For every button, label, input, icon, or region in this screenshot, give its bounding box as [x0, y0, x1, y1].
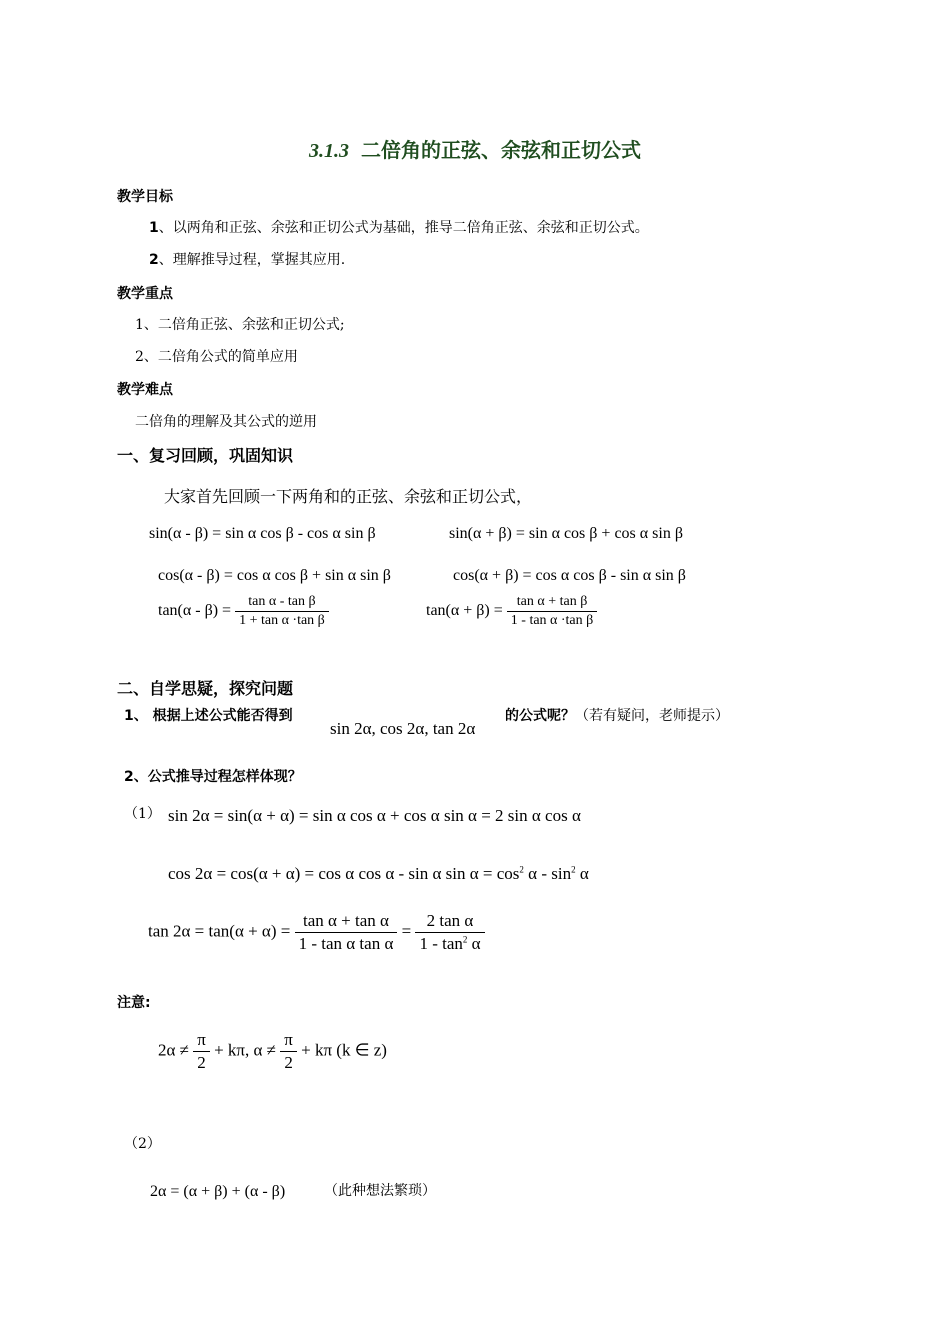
fraction: $\frac{\text{2 tan α}}{1 - \tan^2 \alpha}$: [415, 911, 484, 954]
section-2-heading: 二、自学思疑，探究问题: [117, 679, 294, 698]
formula-sin-minus: sin(α - β) = sin α cos β - cos α sin β: [149, 525, 376, 542]
fraction: $\frac{\pi}{2}$: [193, 1030, 210, 1073]
title-number: 3.1.3: [309, 140, 349, 162]
formula-tan-minus: tan(α - β) = $\frac{\text{tan α - tan β}}{\text{1 + tan α ·tan β}}$: [158, 594, 329, 629]
section-1-heading: 一、复习回顾，巩固知识: [117, 446, 294, 465]
question-1-prefix: 1、 根据上述公式能否得到: [124, 708, 293, 724]
derivation-2-note: （此种想法繁琐）: [324, 1183, 436, 1199]
objectives-heading: 教学目标: [117, 189, 173, 205]
title-text: 二倍角的正弦、余弦和正切公式: [361, 138, 641, 162]
derivation-tan: tan 2α = tan(α + α) = $\frac{\text{tan α + tan α}}{\text{1 - tan α tan α}}$ = $\frac{\text{2 tan α}}{1 - \tan^2 \alpha}$: [148, 911, 485, 954]
formula-cos-minus: cos(α - β) = cos α cos β + sin α sin β: [158, 567, 391, 584]
key-point-item-1: 1、二倍角正弦、余弦和正切公式;: [135, 317, 345, 333]
page-title: [0, 134, 950, 163]
fraction: $\frac{\text{tan α + tan α}}{\text{1 - tan α tan α}}$: [295, 911, 398, 954]
question-1-suffix: 的公式呢？（若有疑问，老师提示）: [505, 708, 729, 724]
question-1-expression: sin 2α, cos 2α, tan 2α: [330, 719, 476, 738]
part-1-label: （1）: [124, 806, 161, 822]
formula-sin-plus: sin(α + β) = sin α cos β + cos α sin β: [449, 525, 683, 542]
formula-tan-plus: tan(α + β) = $\frac{\text{tan α + tan β}}{\text{1 - tan α ·tan β}}$: [426, 594, 597, 629]
section-1-intro: 大家首先回顾一下两角和的正弦、余弦和正切公式，: [164, 487, 533, 506]
formula-cos-plus: cos(α + β) = cos α cos β - sin α sin β: [453, 567, 686, 584]
derivation-cos: cos 2α = cos(α + α) = cos α cos α - sin α $\sin \alpha = \cos^2 \alpha - \sin^2 \alpha$: [168, 864, 589, 883]
fraction: $\frac{\pi}{2}$: [280, 1030, 297, 1073]
derivation-sin: sin 2α = sin(α + α) = sin α cos α + cos α sin α = 2 sin α cos α: [168, 806, 581, 825]
note-heading: 注意:: [117, 995, 151, 1011]
note-condition: 2α ≠ $\frac{\pi}{2}$ + kπ, α ≠ $\frac{\pi}{2}$ + kπ (k ∈ z): [158, 1030, 387, 1072]
fraction: $\frac{\text{tan α + tan β}}{\text{1 - tan α ·tan β}}$: [507, 594, 598, 629]
objective-item-1: 1、以两角和正弦、余弦和正切公式为基础，推导二倍角正弦、余弦和正切公式。: [149, 220, 649, 236]
fraction: $\frac{\text{tan α - tan β}}{\text{1 + tan α ·tan β}}$: [235, 594, 329, 629]
question-2: 2、公式推导过程怎样体现？: [124, 769, 302, 785]
derivation-2-expression: 2α = (α + β) + (α - β): [150, 1183, 286, 1200]
key-points-heading: 教学重点: [117, 286, 173, 302]
part-2-label: （2）: [124, 1136, 161, 1152]
difficulty-text: 二倍角的理解及其公式的逆用: [135, 414, 317, 430]
difficulty-heading: 教学难点: [117, 382, 173, 398]
key-point-item-2: 2、二倍角公式的简单应用: [135, 349, 298, 365]
objective-item-2: 2、理解推导过程，掌握其应用.: [149, 252, 346, 268]
